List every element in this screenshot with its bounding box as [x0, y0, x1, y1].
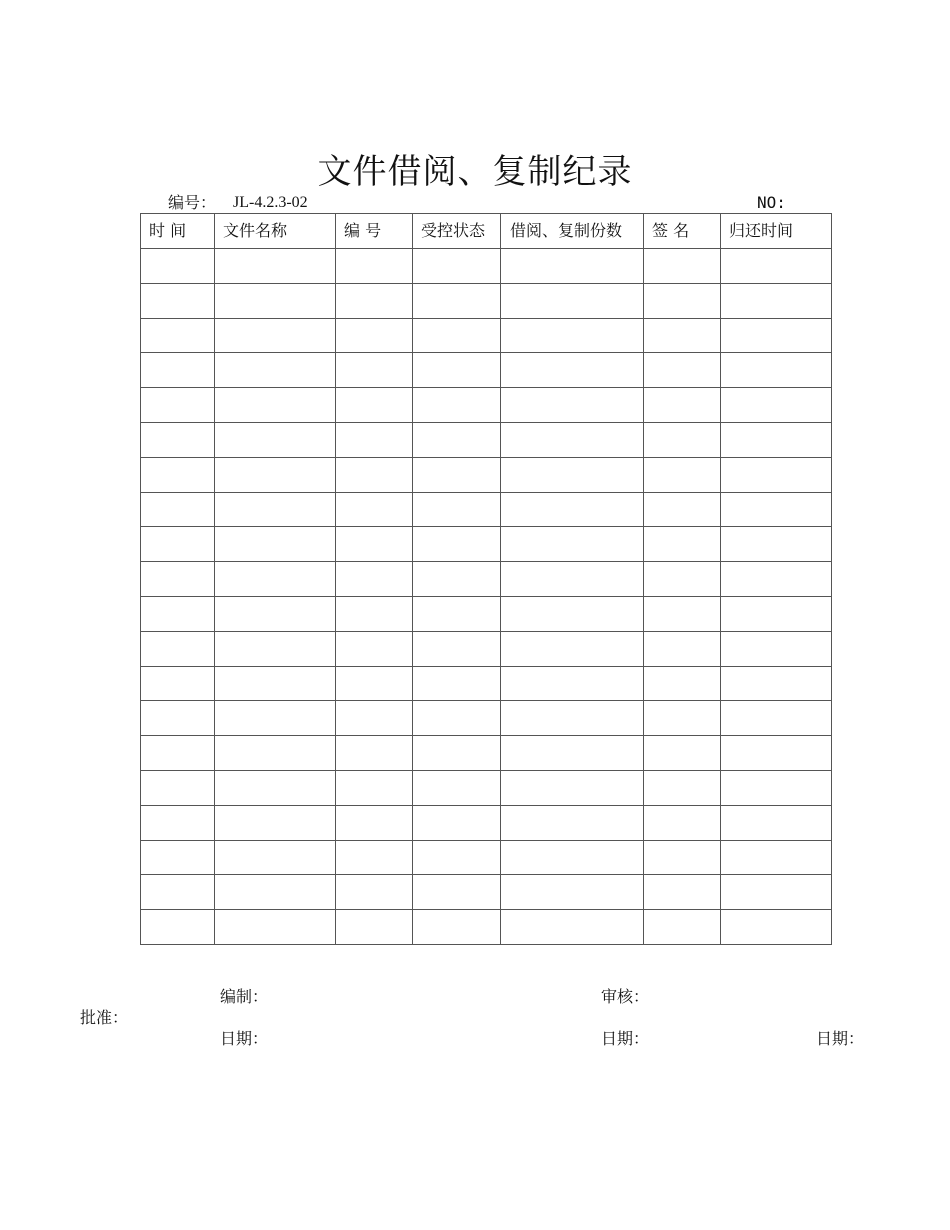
- cell-number[interactable]: [336, 388, 413, 423]
- cell-borrow-copy-count[interactable]: [501, 318, 644, 353]
- cell-number[interactable]: [336, 910, 413, 945]
- cell-number[interactable]: [336, 770, 413, 805]
- cell-borrow-copy-count[interactable]: [501, 666, 644, 701]
- cell-time[interactable]: [141, 770, 215, 805]
- cell-return-time[interactable]: [721, 596, 832, 631]
- table-header-row: [141, 214, 832, 249]
- cell-time[interactable]: [141, 631, 215, 666]
- cell-return-time[interactable]: [721, 910, 832, 945]
- cell-return-time[interactable]: [721, 770, 832, 805]
- cell-return-time[interactable]: [721, 736, 832, 771]
- cell-borrow-copy-count[interactable]: [501, 701, 644, 736]
- table-row: [141, 388, 832, 423]
- cell-return-time[interactable]: [721, 492, 832, 527]
- borrow-copy-record-table: [140, 213, 832, 945]
- cell-document-name[interactable]: [215, 318, 336, 353]
- cell-time[interactable]: [141, 527, 215, 562]
- cell-number[interactable]: [336, 318, 413, 353]
- header-control-status: 受控状态: [413, 214, 501, 249]
- cell-control-status[interactable]: [413, 492, 501, 527]
- cell-return-time[interactable]: [721, 701, 832, 736]
- cell-signature[interactable]: [644, 805, 721, 840]
- table-row: [141, 283, 832, 318]
- cell-time[interactable]: [141, 457, 215, 492]
- header-document-name: 文件名称: [215, 214, 336, 249]
- cell-return-time[interactable]: [721, 422, 832, 457]
- cell-document-name[interactable]: [215, 353, 336, 388]
- cell-signature[interactable]: [644, 457, 721, 492]
- cell-borrow-copy-count[interactable]: [501, 249, 644, 284]
- table-row: [141, 875, 832, 910]
- cell-control-status[interactable]: [413, 283, 501, 318]
- cell-number[interactable]: [336, 840, 413, 875]
- cell-signature[interactable]: [644, 736, 721, 771]
- cell-borrow-copy-count[interactable]: [501, 596, 644, 631]
- table-row: [141, 666, 832, 701]
- cell-time[interactable]: [141, 249, 215, 284]
- cell-borrow-copy-count[interactable]: [501, 353, 644, 388]
- table-row: [141, 770, 832, 805]
- document-code-label: 编号：: [168, 193, 217, 212]
- header-return-time: 归还时间: [721, 214, 832, 249]
- cell-control-status[interactable]: [413, 596, 501, 631]
- cell-time[interactable]: [141, 701, 215, 736]
- cell-document-name[interactable]: [215, 805, 336, 840]
- cell-control-status[interactable]: [413, 527, 501, 562]
- prepared-date-label: 日期：: [220, 1029, 269, 1048]
- table-row: [141, 910, 832, 945]
- cell-document-name[interactable]: [215, 283, 336, 318]
- table-row: [141, 422, 832, 457]
- cell-time[interactable]: [141, 875, 215, 910]
- table-row: [141, 527, 832, 562]
- cell-time[interactable]: [141, 422, 215, 457]
- cell-document-name[interactable]: [215, 701, 336, 736]
- cell-time[interactable]: [141, 736, 215, 771]
- header-time: 时 间: [141, 214, 215, 249]
- header-number: 编 号: [336, 214, 413, 249]
- table-row: [141, 492, 832, 527]
- cell-borrow-copy-count[interactable]: [501, 283, 644, 318]
- cell-signature[interactable]: [644, 596, 721, 631]
- cell-number[interactable]: [336, 631, 413, 666]
- cell-control-status[interactable]: [413, 631, 501, 666]
- cell-return-time[interactable]: [721, 388, 832, 423]
- cell-signature[interactable]: [644, 701, 721, 736]
- cell-time[interactable]: [141, 562, 215, 597]
- table-row: [141, 596, 832, 631]
- cell-signature[interactable]: [644, 318, 721, 353]
- cell-document-name[interactable]: [215, 457, 336, 492]
- cell-control-status[interactable]: [413, 805, 501, 840]
- cell-signature[interactable]: [644, 353, 721, 388]
- cell-control-status[interactable]: [413, 770, 501, 805]
- cell-signature[interactable]: [644, 910, 721, 945]
- cell-signature[interactable]: [644, 770, 721, 805]
- cell-return-time[interactable]: [721, 875, 832, 910]
- cell-control-status[interactable]: [413, 701, 501, 736]
- cell-borrow-copy-count[interactable]: [501, 840, 644, 875]
- cell-control-status[interactable]: [413, 666, 501, 701]
- cell-document-name[interactable]: [215, 736, 336, 771]
- reviewed-date-label: 日期：: [601, 1029, 650, 1048]
- cell-document-name[interactable]: [215, 631, 336, 666]
- cell-number[interactable]: [336, 562, 413, 597]
- cell-signature[interactable]: [644, 283, 721, 318]
- cell-control-status[interactable]: [413, 562, 501, 597]
- cell-return-time[interactable]: [721, 457, 832, 492]
- cell-number[interactable]: [336, 283, 413, 318]
- document-title: 文件借阅、复制纪录: [317, 152, 633, 192]
- cell-number[interactable]: [336, 492, 413, 527]
- cell-time[interactable]: [141, 805, 215, 840]
- cell-borrow-copy-count[interactable]: [501, 527, 644, 562]
- cell-return-time[interactable]: [721, 840, 832, 875]
- cell-control-status[interactable]: [413, 353, 501, 388]
- cell-signature[interactable]: [644, 875, 721, 910]
- cell-time[interactable]: [141, 353, 215, 388]
- table-row: [141, 249, 832, 284]
- cell-time[interactable]: [141, 596, 215, 631]
- cell-signature[interactable]: [644, 631, 721, 666]
- cell-time[interactable]: [141, 492, 215, 527]
- cell-return-time[interactable]: [721, 666, 832, 701]
- cell-number[interactable]: [336, 666, 413, 701]
- document-code-value: JL-4.2.3-02: [233, 194, 308, 211]
- cell-document-name[interactable]: [215, 666, 336, 701]
- cell-number[interactable]: [336, 457, 413, 492]
- table-row: [141, 318, 832, 353]
- prepared-by-label: 编制：: [220, 987, 269, 1006]
- cell-control-status[interactable]: [413, 840, 501, 875]
- cell-borrow-copy-count[interactable]: [501, 875, 644, 910]
- cell-number[interactable]: [336, 805, 413, 840]
- cell-signature[interactable]: [644, 388, 721, 423]
- cell-borrow-copy-count[interactable]: [501, 631, 644, 666]
- cell-control-status[interactable]: [413, 318, 501, 353]
- table-row: [141, 457, 832, 492]
- cell-time[interactable]: [141, 840, 215, 875]
- cell-document-name[interactable]: [215, 910, 336, 945]
- cell-number[interactable]: [336, 249, 413, 284]
- cell-control-status[interactable]: [413, 736, 501, 771]
- cell-return-time[interactable]: [721, 631, 832, 666]
- cell-document-name[interactable]: [215, 596, 336, 631]
- cell-time[interactable]: [141, 283, 215, 318]
- approved-by-label: 批准：: [80, 1008, 129, 1027]
- header-borrow-copy-count: 借阅、复制份数: [501, 214, 644, 249]
- cell-control-status[interactable]: [413, 388, 501, 423]
- cell-borrow-copy-count[interactable]: [501, 910, 644, 945]
- cell-document-name[interactable]: [215, 562, 336, 597]
- cell-return-time[interactable]: [721, 318, 832, 353]
- cell-return-time[interactable]: [721, 527, 832, 562]
- cell-borrow-copy-count[interactable]: [501, 457, 644, 492]
- cell-return-time[interactable]: [721, 562, 832, 597]
- cell-number[interactable]: [336, 422, 413, 457]
- cell-time[interactable]: [141, 388, 215, 423]
- cell-number[interactable]: [336, 596, 413, 631]
- cell-signature[interactable]: [644, 562, 721, 597]
- approved-date-label: 日期：: [816, 1029, 865, 1048]
- cell-signature[interactable]: [644, 527, 721, 562]
- cell-borrow-copy-count[interactable]: [501, 805, 644, 840]
- cell-borrow-copy-count[interactable]: [501, 736, 644, 771]
- cell-number[interactable]: [336, 875, 413, 910]
- table-row: [141, 562, 832, 597]
- serial-number-label: NO:: [757, 193, 786, 212]
- table-row: [141, 353, 832, 388]
- cell-document-name[interactable]: [215, 249, 336, 284]
- cell-borrow-copy-count[interactable]: [501, 422, 644, 457]
- cell-document-name[interactable]: [215, 388, 336, 423]
- cell-control-status[interactable]: [413, 875, 501, 910]
- table-row: [141, 805, 832, 840]
- cell-signature[interactable]: [644, 249, 721, 284]
- cell-number[interactable]: [336, 736, 413, 771]
- cell-control-status[interactable]: [413, 249, 501, 284]
- table-row: [141, 736, 832, 771]
- cell-number[interactable]: [336, 527, 413, 562]
- table-row: [141, 701, 832, 736]
- cell-document-name[interactable]: [215, 492, 336, 527]
- cell-document-name[interactable]: [215, 840, 336, 875]
- cell-borrow-copy-count[interactable]: [501, 770, 644, 805]
- table-row: [141, 631, 832, 666]
- cell-signature[interactable]: [644, 666, 721, 701]
- cell-number[interactable]: [336, 353, 413, 388]
- cell-time[interactable]: [141, 910, 215, 945]
- cell-control-status[interactable]: [413, 457, 501, 492]
- cell-signature[interactable]: [644, 492, 721, 527]
- cell-borrow-copy-count[interactable]: [501, 562, 644, 597]
- cell-control-status[interactable]: [413, 910, 501, 945]
- cell-return-time[interactable]: [721, 805, 832, 840]
- cell-time[interactable]: [141, 318, 215, 353]
- cell-document-name[interactable]: [215, 770, 336, 805]
- cell-borrow-copy-count[interactable]: [501, 388, 644, 423]
- cell-signature[interactable]: [644, 422, 721, 457]
- cell-signature[interactable]: [644, 840, 721, 875]
- cell-document-name[interactable]: [215, 875, 336, 910]
- cell-return-time[interactable]: [721, 249, 832, 284]
- reviewed-by-label: 审核：: [601, 987, 650, 1006]
- cell-document-name[interactable]: [215, 527, 336, 562]
- table-row: [141, 840, 832, 875]
- cell-time[interactable]: [141, 666, 215, 701]
- cell-document-name[interactable]: [215, 422, 336, 457]
- cell-borrow-copy-count[interactable]: [501, 492, 644, 527]
- cell-return-time[interactable]: [721, 353, 832, 388]
- cell-number[interactable]: [336, 701, 413, 736]
- header-signature: 签 名: [644, 214, 721, 249]
- cell-control-status[interactable]: [413, 422, 501, 457]
- cell-return-time[interactable]: [721, 283, 832, 318]
